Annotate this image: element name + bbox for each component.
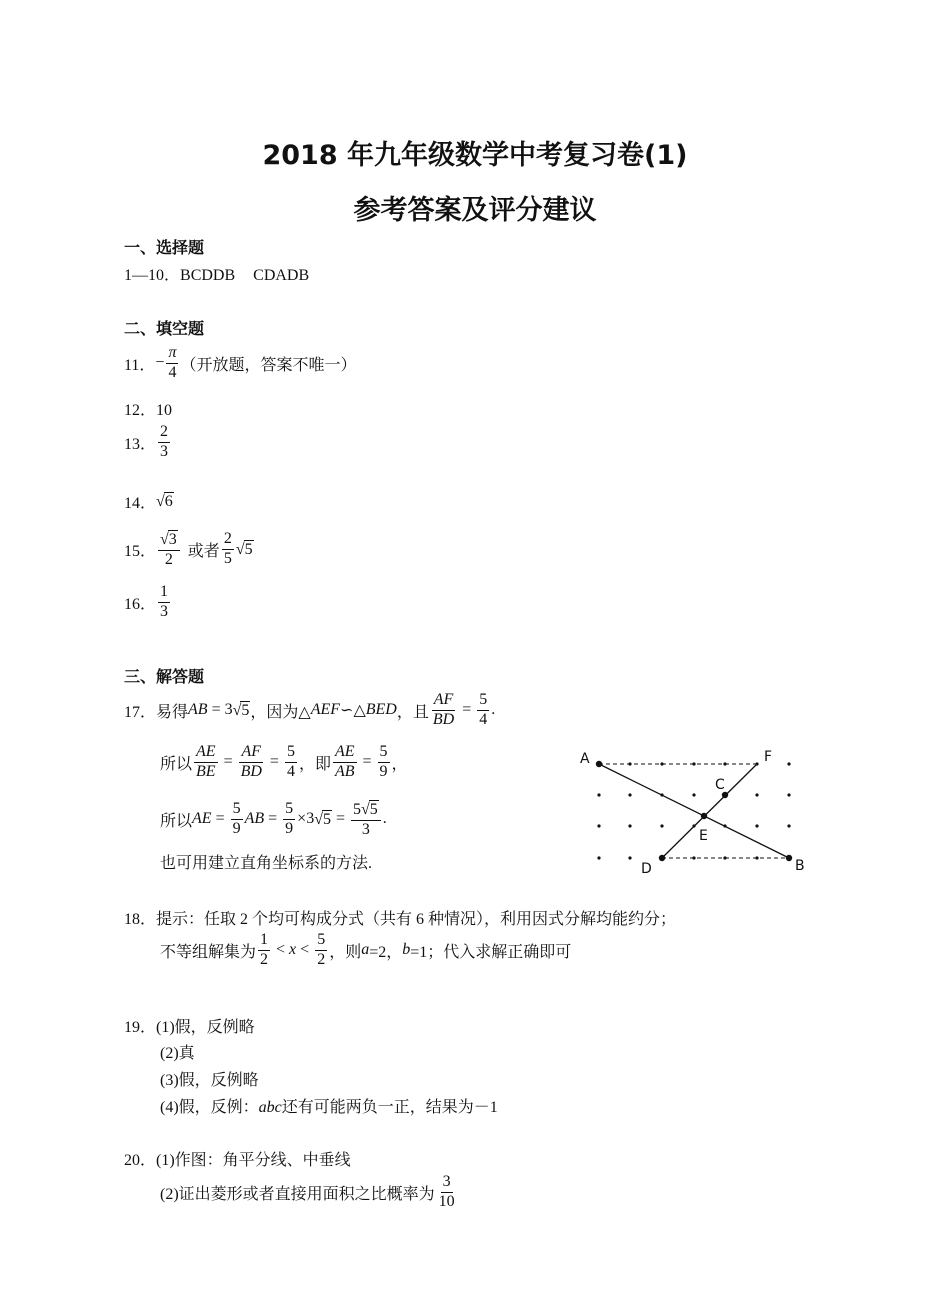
q15-or: 或者 — [187, 542, 220, 560]
q12-label: 12． — [124, 402, 157, 419]
answer-19-item-1: 19．(1)假，反例略 — [124, 1019, 255, 1036]
q11-note: （开放题，答案不唯一） — [180, 356, 357, 374]
q16-label: 16． — [124, 595, 157, 613]
q17-grid-figure — [574, 742, 814, 878]
q12-value: 10 — [156, 402, 173, 419]
section-heading-fill: 二、填空题 — [124, 319, 205, 338]
q15-fraction-a: $\frac{√3}{2}$ — [158, 530, 180, 569]
q13-label: 13． — [124, 435, 157, 453]
line-df — [662, 764, 757, 858]
q15-fraction-b: $\frac{2}{5}$ — [223, 530, 232, 567]
section-heading-choice: 一、选择题 — [124, 238, 205, 257]
document-title: 2018 年九年级数学中考复习卷(1) — [262, 140, 688, 171]
q20-label: 20． — [124, 1152, 157, 1169]
answer-17-line-1: 17． 易得 AB = 3 √5 ，因为△ AEF ∽ △ BED ，且 $\frac{AF}{BD}$ = $\frac{5}{4}$ . — [124, 691, 496, 728]
answer-11 — [124, 345, 356, 382]
label-b: B — [795, 858, 805, 874]
label-e: E — [699, 828, 708, 844]
q11-fraction: $\frac{\pi}{4}$ — [168, 344, 177, 381]
q11-sign: − — [155, 354, 165, 372]
answer-16 — [124, 584, 172, 621]
label-f: F — [764, 749, 773, 765]
q14-sqrt: √6 — [156, 493, 173, 510]
choice-answers — [124, 262, 309, 285]
answer-14 — [124, 490, 174, 513]
choice-answers-1-5: BCDDB — [180, 267, 236, 284]
label-c: C — [715, 777, 725, 793]
answer-20-item-2: (2)证出菱形或者直接用面积之比概率为 $\frac{3}{10}$ — [160, 1173, 455, 1210]
answer-15 — [124, 530, 254, 569]
q16-fraction: $\frac{1}{3}$ — [160, 583, 169, 620]
q15-label: 15． — [124, 542, 157, 560]
answer-13 — [124, 424, 172, 461]
choice-answers-label: 1—10． — [124, 267, 181, 284]
answer-19-item-3: (3)假，反例略 — [160, 1072, 259, 1089]
answer-20-item-1: 20．(1)作图：角平分线、中垂线 — [124, 1152, 351, 1169]
q15-sqrt-b: √5 — [235, 540, 253, 558]
q17-label: 17． — [124, 703, 157, 721]
q18-label: 18． — [124, 911, 157, 928]
q14-label: 14． — [124, 495, 157, 512]
answer-17-line-3: 所以 AE = $\frac{5}{9}$ AB = $\frac{5}{9}$ × 3 √5 = $\frac{5√5}{3}$ . — [160, 800, 387, 838]
section-heading-solve: 三、解答题 — [124, 667, 205, 686]
answer-19-item-2: (2)真 — [160, 1045, 195, 1062]
answer-18-line-1: 18．提示：任取 2 个均可构成分式（共有 6 种情况），利用因式分解均能约分； — [124, 911, 677, 928]
choice-answers-6-10: CDADB — [253, 267, 310, 284]
q11-label: 11． — [124, 356, 156, 374]
q19-label: 19． — [124, 1019, 157, 1036]
q13-fraction: $\frac{2}{3}$ — [160, 423, 169, 460]
answer-17-line-2: 所以 $\frac{AE}{BE}$ = $\frac{AF}{BD}$ = $\frac{5}{4}$ ，即 $\frac{AE}{AB}$ = $\frac{5}{9}$ ， — [160, 743, 408, 780]
label-d: D — [641, 861, 652, 877]
answer-12 — [124, 397, 172, 420]
line-ab — [599, 764, 789, 858]
document-subtitle: 参考答案及评分建议 — [353, 195, 597, 226]
answer-18-line-2: 不等组解集为 $\frac{1}{2}$ < x < $\frac{5}{2}$ ，则 a =2， b =1；代入求解正确即可 — [160, 931, 572, 968]
answer-19-item-4: (4)假，反例：abc还有可能两负一正，结果为－1 — [160, 1099, 498, 1116]
label-a: A — [580, 751, 590, 767]
answer-17-line-4: 也可用建立直角坐标系的方法. — [160, 855, 373, 872]
